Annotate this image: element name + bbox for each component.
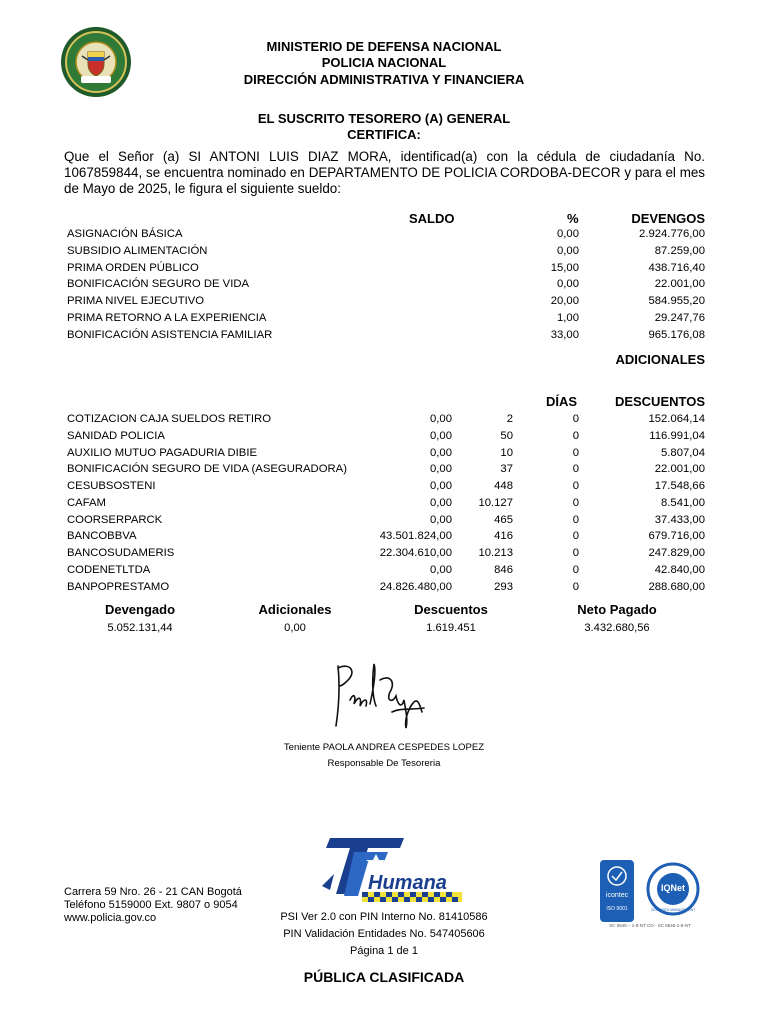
certificate-title: EL SUSCRITO TESORERO (A) GENERAL xyxy=(257,111,511,126)
deduction-saldo: 0,00 xyxy=(430,429,452,442)
deduction-label: BANCOBBVA xyxy=(67,530,137,543)
certificate-body: Que el Señor (a) SI ANTONI LUIS DIAZ MORA, identificad(a) con la cédula de ciudadanía No. 1067859844, se encuentra nominado en DEPARTAMENTO DE POLICIA CORDOBA-DECOR y para el mes de Mayo de 2025, le figura el siguiente sueldo: xyxy=(64,149,705,196)
handwritten-signature xyxy=(330,656,430,734)
neto-pagado-value: 3.432.680,56 xyxy=(584,622,650,634)
deduction-row xyxy=(0,547,768,563)
deduction-saldo: 0,00 xyxy=(430,563,452,576)
iqnet-ring-text: CERTIFIED MANAGEMENT SYSTEM xyxy=(650,908,696,916)
humana-logo-text: Humana xyxy=(368,872,447,894)
deduction-code: 448 xyxy=(494,480,513,492)
earning-amount: 438.716,40 xyxy=(648,261,705,274)
deduction-saldo: 0,00 xyxy=(430,513,452,526)
deduction-saldo: 0,00 xyxy=(430,480,452,492)
earning-percent: 0,00 xyxy=(557,244,579,257)
earnings-row xyxy=(0,262,768,278)
deduction-days: 0 xyxy=(572,446,579,459)
icontec-iso-label: ISO 9001 xyxy=(606,906,628,912)
deduction-code: 50 xyxy=(500,429,513,442)
classification-label: PÚBLICA CLASIFICADA xyxy=(303,969,465,985)
adicionales-header: ADICIONALES xyxy=(615,352,705,367)
deduction-amount: 247.829,00 xyxy=(648,547,705,559)
address-line-2: Teléfono 5159000 Ext. 9807 o 9054 xyxy=(64,899,238,911)
deduction-amount: 116.991,04 xyxy=(649,429,705,442)
deduction-amount: 22.001,00 xyxy=(654,463,705,476)
deduction-amount: 8.541,00 xyxy=(661,496,705,509)
earning-percent: 15,00 xyxy=(550,261,579,274)
descuentos-value: 1.619.451 xyxy=(426,622,476,634)
deduction-amount: 152.064,14 xyxy=(648,413,705,425)
deduction-days: 0 xyxy=(572,463,579,476)
deduction-saldo: 0,00 xyxy=(430,413,452,425)
deduction-saldo: 24.826.480,00 xyxy=(379,580,452,593)
earning-amount: 29.247,76 xyxy=(654,312,705,324)
deduction-amount: 37.433,00 xyxy=(654,513,705,526)
police-heading: POLICIA NACIONAL xyxy=(321,55,447,70)
deduction-amount: 42.840,00 xyxy=(654,563,705,576)
earning-label: PRIMA RETORNO A LA EXPERIENCIA xyxy=(67,312,267,324)
direction-heading: DIRECCIÓN ADMINISTRATIVA Y FINANCIERA xyxy=(243,72,525,87)
deduction-code: 416 xyxy=(494,530,513,543)
certificate-subtitle: CERTIFICA: xyxy=(347,127,421,142)
deduction-code: 2 xyxy=(506,413,513,425)
icontec-label: icontec xyxy=(605,892,629,899)
deduction-row xyxy=(0,564,768,580)
adicionales-value: 0,00 xyxy=(284,622,306,634)
deduction-days: 0 xyxy=(572,480,579,492)
saldo-column-header: SALDO xyxy=(409,211,455,226)
earning-amount: 2.924.776,00 xyxy=(639,228,705,240)
deduction-days: 0 xyxy=(572,547,579,559)
deduction-row xyxy=(0,430,768,446)
earnings-row xyxy=(0,245,768,261)
earning-label: PRIMA ORDEN PÚBLICO xyxy=(67,261,199,274)
pin-validation: PIN Validación Entidades No. 547405606 xyxy=(283,928,485,940)
earning-percent: 0,00 xyxy=(557,228,579,240)
devengado-value: 5.052.131,44 xyxy=(107,622,173,634)
deduction-amount: 5.807,04 xyxy=(661,446,705,459)
deduction-label: CAFAM xyxy=(67,496,106,509)
deduction-amount: 288.680,00 xyxy=(648,580,705,593)
signer-name: Teniente PAOLA ANDREA CESPEDES LOPEZ xyxy=(283,742,485,753)
earning-label: BONIFICACIÓN ASISTENCIA FAMILIAR xyxy=(67,328,273,341)
psi-version: PSI Ver 2.0 con PIN Interno No. 81410586 xyxy=(280,911,488,923)
certification-codes: SC 6545 – 1-8-NT CO - SC 6545-1-8-NT xyxy=(609,923,691,928)
deduction-label: COTIZACION CAJA SUELDOS RETIRO xyxy=(67,413,272,425)
devengado-label: Devengado xyxy=(104,602,176,617)
descuentos-label: Descuentos xyxy=(414,602,488,617)
earnings-row xyxy=(0,278,768,294)
deduction-row xyxy=(0,497,768,513)
earnings-row xyxy=(0,329,768,345)
deduction-row xyxy=(0,463,768,479)
deduction-saldo: 43.501.824,00 xyxy=(379,530,452,543)
deduction-row xyxy=(0,530,768,546)
deduction-label: BANPOPRESTAMO xyxy=(67,580,170,593)
humana-logo xyxy=(318,834,466,906)
earning-percent: 20,00 xyxy=(550,295,579,308)
earnings-row xyxy=(0,228,768,244)
deduction-days: 0 xyxy=(572,580,579,593)
deduction-saldo: 0,00 xyxy=(430,446,452,459)
deduction-label: SANIDAD POLICIA xyxy=(67,429,165,442)
iqnet-certification-logo xyxy=(646,862,700,920)
deduction-code: 293 xyxy=(494,580,513,593)
ministry-heading: MINISTERIO DE DEFENSA NACIONAL xyxy=(266,39,502,54)
earning-percent: 33,00 xyxy=(550,328,579,341)
deduction-saldo: 0,00 xyxy=(430,496,452,509)
earning-amount: 22.001,00 xyxy=(654,278,705,291)
deduction-amount: 679.716,00 xyxy=(648,530,705,543)
deduction-amount: 17.548,66 xyxy=(654,480,705,492)
signer-role: Responsable De Tesoreria xyxy=(327,758,441,769)
deduction-days: 0 xyxy=(572,496,579,509)
deduction-code: 10.127 xyxy=(478,496,513,509)
deduction-code: 37 xyxy=(500,463,513,476)
earning-label: PRIMA NIVEL EJECUTIVO xyxy=(67,295,205,308)
address-line-1: Carrera 59 Nro. 26 - 21 CAN Bogotá xyxy=(64,886,242,898)
earning-amount: 584.955,20 xyxy=(648,295,705,308)
deduction-label: AUXILIO MUTUO PAGADURIA DIBIE xyxy=(67,446,257,459)
deduction-code: 846 xyxy=(494,563,513,576)
deduction-row xyxy=(0,413,768,429)
earning-amount: 965.176,08 xyxy=(648,328,705,341)
deduction-code: 465 xyxy=(494,513,513,526)
deduction-row xyxy=(0,447,768,463)
deduction-row xyxy=(0,581,768,597)
deduction-label: COORSERPARCK xyxy=(67,513,163,526)
earning-label: BONIFICACIÓN SEGURO DE VIDA xyxy=(67,278,250,291)
earning-label: SUBSIDIO ALIMENTACIÓN xyxy=(67,244,208,257)
dias-column-header: DÍAS xyxy=(546,394,578,409)
deduction-label: CESUBSOSTENI xyxy=(67,480,156,492)
deduction-days: 0 xyxy=(572,530,579,543)
deduction-saldo: 22.304.610,00 xyxy=(379,547,452,559)
deduction-label: BANCOSUDAMERIS xyxy=(67,547,175,559)
icontec-certification-logo xyxy=(600,860,634,922)
earning-amount: 87.259,00 xyxy=(654,244,705,257)
website-link[interactable]: www.policia.gov.co xyxy=(64,912,157,924)
deduction-days: 0 xyxy=(572,563,579,576)
deduction-days: 0 xyxy=(572,429,579,442)
deduction-label: CODENETLTDA xyxy=(67,563,151,576)
deduction-saldo: 0,00 xyxy=(430,463,452,476)
descuentos-column-header: DESCUENTOS xyxy=(614,394,705,409)
page-number: Página 1 de 1 xyxy=(350,945,418,957)
deduction-days: 0 xyxy=(572,413,579,425)
earnings-row xyxy=(0,295,768,311)
adicionales-label: Adicionales xyxy=(258,602,332,617)
neto-pagado-label: Neto Pagado xyxy=(577,602,657,617)
deduction-days: 0 xyxy=(572,513,579,526)
iqnet-label: IQNet xyxy=(660,883,685,893)
deduction-code: 10.213 xyxy=(478,547,513,559)
deduction-row xyxy=(0,514,768,530)
deduction-label: BONIFICACIÓN SEGURO DE VIDA (ASEGURADORA) xyxy=(67,463,347,476)
earning-label: ASIGNACIÓN BÁSICA xyxy=(67,228,183,240)
percent-column-header: % xyxy=(567,211,579,226)
deduction-code: 10 xyxy=(500,446,513,459)
earning-percent: 1,00 xyxy=(557,312,579,324)
earning-percent: 0,00 xyxy=(557,278,579,291)
earnings-row xyxy=(0,312,768,328)
deduction-row xyxy=(0,480,768,496)
devengos-column-header: DEVENGOS xyxy=(631,211,705,226)
